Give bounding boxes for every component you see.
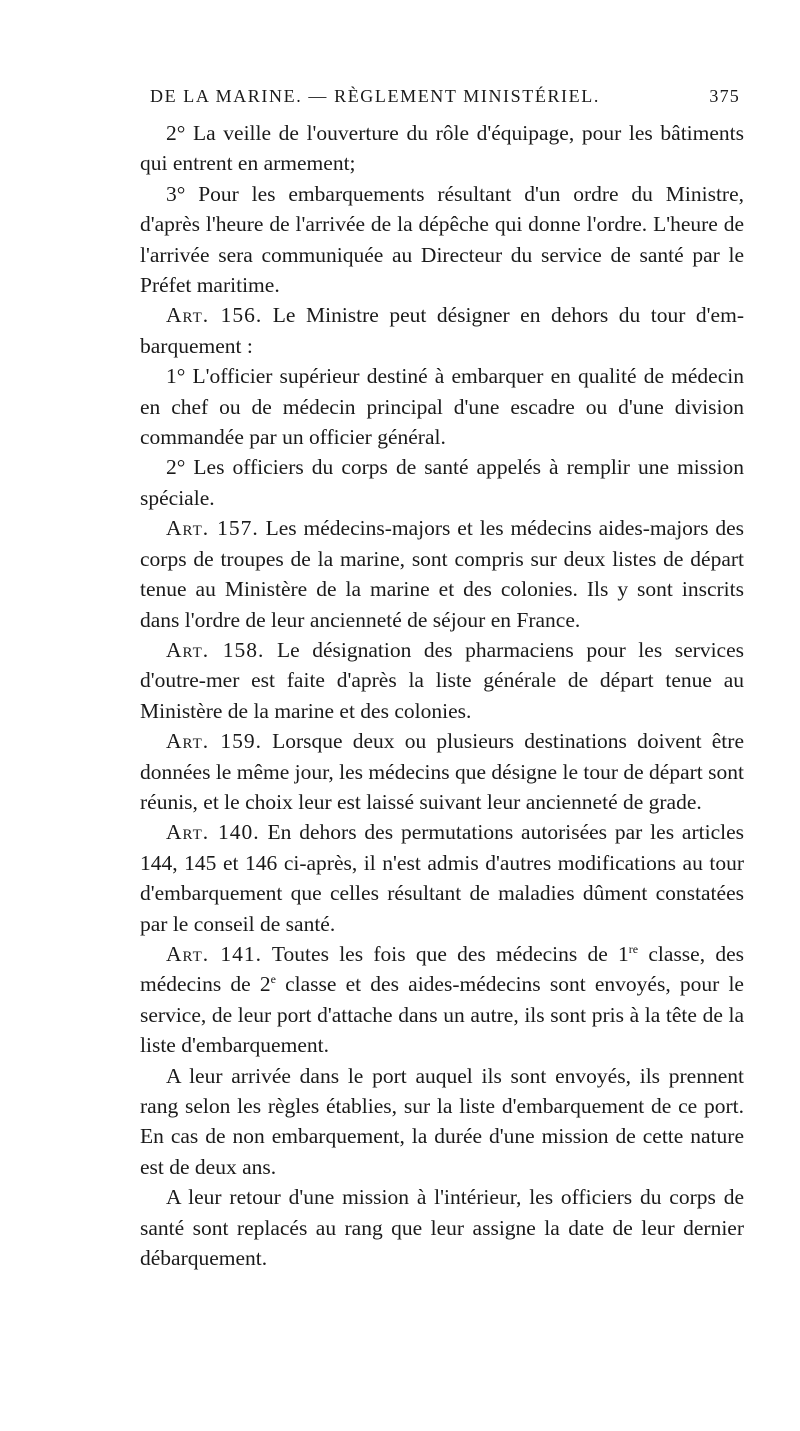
header-title: DE LA MARINE. — RÈGLEMENT MINISTÉRIEL. [150,86,600,106]
superscript: e [270,972,276,987]
article-157 [140,513,744,635]
article-label: Art. 158. [166,637,265,662]
paragraph-retour [140,1182,744,1273]
superscript: re [628,941,639,956]
article-156 [140,300,744,361]
paragraph-text: Le désignation des pharmaciens pour les services d'outre-mer est faite d'après la liste générale de départ tenue au Ministère de la marine et des colonies. [140,637,745,723]
article-159 [140,726,744,817]
running-header [150,86,740,107]
body-text [140,118,744,1273]
paragraph-text: A leur arrivée dans le port auquel ils sont envoyés, ils prennent rang selon les règles établies, sur la liste d'embarquement de ce port. En cas de non embarquement, la durée d'une mission de cette nature est de deux ans. [140,1063,744,1179]
article-158 [140,635,744,726]
paragraph-2-veille [140,118,744,179]
paragraph-text: Lorsque deux ou plusieurs destinations doivent être données le même jour, les médecins que désigne le tour de départ sont réunis, et le choix leur est laissé suivant leur ancienneté de grade. [140,729,744,814]
article-label: Art. 159. [166,729,262,754]
paragraph-text: 2° Les officiers du corps de santé appelés à remplir une mission spéciale. [140,455,744,510]
paragraph-text: A leur retour d'une mission à l'intérieur, les officiers du corps de santé sont replacés au rang que leur assigne la date de leur dernier débarquement. [140,1185,744,1271]
article-label: Art. 156. [166,303,263,328]
paragraph-text: 3° Pour les embarquements résultant d'un ordre du Ministre, d'après l'heure de l'arrivée de la dépêche qui donne l'ordre. L'heure de l'arrivée sera communiquée au Directeur du service de santé par le Préfet maritime. [140,181,744,298]
paragraph-text: classe et des aides-médecins sont envoyés, pour le service, de leur port d'attache dans un autre, ils sont pris à la tête de la liste d'embarquement. [140,972,744,1058]
article-label: Art. 157. [166,516,259,541]
paragraph-text: Les médecins-majors et les médecins aides-majors des corps de troupes de la marine, sont compris sur deux listes de départ tenue au Ministère de la marine et des colonies. Ils y sont inscrits dans l'ordre de leur ancienneté de séjour en France. [140,516,745,632]
paragraph-arrivee [140,1061,744,1183]
paragraph-3-embarquements [140,179,744,301]
paragraph-text: classe, des médecins de 2 [140,941,745,997]
page-number: 375 [709,86,740,106]
paragraph-text: 2° La veille de l'ouverture du rôle d'équipage, pour les bâtiments qui entrent en armement; [140,121,744,176]
paragraph-1-officier [140,361,744,452]
paragraph-text: Le Ministre peut désigner en dehors du tour d'embarquement : [140,303,744,358]
paragraph-2-officiers [140,452,744,513]
paragraph-text: 1° L'officier supérieur destiné à embarquer en qualité de médecin en chef ou de médecin principal d'une escadre ou d'une division commandée par un officier général. [140,364,744,450]
article-label: Art. 141. [166,941,263,966]
article-140 [140,817,744,939]
article-label: Art. 140. [166,820,260,845]
paragraph-text: En dehors des permutations autorisées par les articles 144, 145 et 146 ci-après, il n'est admis d'autres modifications au tour d'embarquement que celles résultant de maladies dûment constatées par le conseil de santé. [140,820,745,936]
paragraph-text: Toutes les fois que des médecins de 1 [262,941,629,966]
article-141 [140,939,744,1061]
